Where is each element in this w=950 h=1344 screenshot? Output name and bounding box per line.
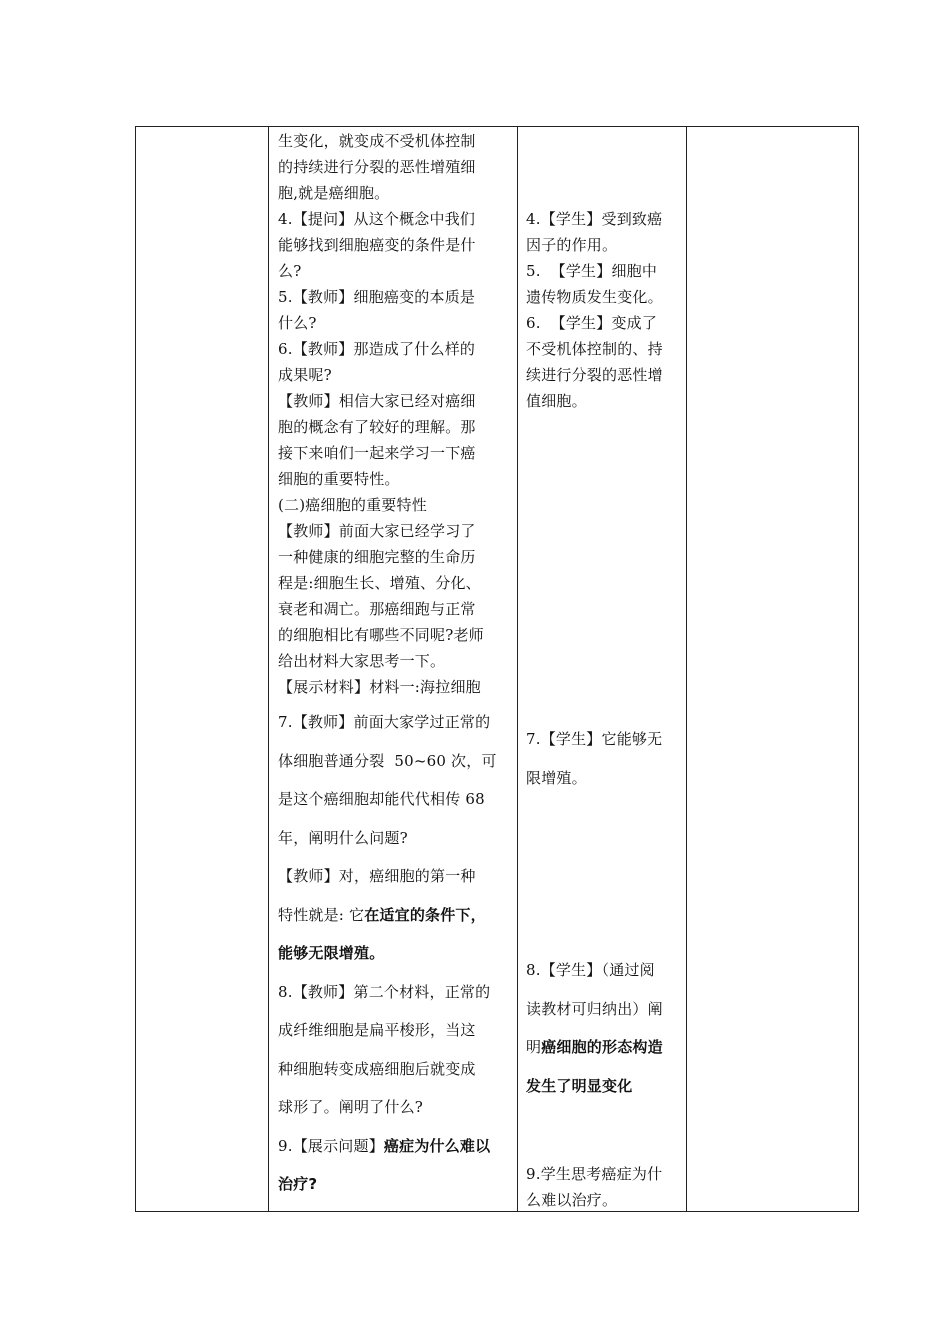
text-span: 特性就是: 它 [278, 905, 365, 924]
teacher-line [278, 310, 317, 336]
text-span: 不受机体控制的、持 [526, 340, 663, 358]
text-span: 【展示材料】材料一:海拉细胞 [278, 678, 481, 696]
text-span: 年，阐明什么问题? [278, 828, 408, 847]
text-span: 限增殖。 [526, 768, 587, 787]
text-span: 明 [526, 1038, 542, 1056]
text-span: 衰老和凋亡。那癌细跑与正常 [278, 600, 476, 618]
text-span: 因子的作用。 [526, 236, 618, 254]
teacher-line [278, 1017, 476, 1043]
text-span: 遗传物质发生变化。 [526, 288, 663, 306]
text-span: 读教材可归纳出）阐 [526, 999, 663, 1018]
text-span: 接下来咱们一起来学习一下癌 [278, 444, 476, 462]
text-span: 7.【教师】前面大家学过正常的 [278, 713, 491, 731]
text-span: 一种健康的细胞完整的生命历 [278, 548, 476, 566]
teacher-line [278, 1056, 476, 1082]
column-divider [517, 127, 518, 1211]
text-span: (二)癌细胞的重要特性 [278, 496, 427, 514]
student-line [526, 765, 587, 791]
text-span: 球形了。阐明了什么? [278, 1098, 424, 1116]
bold-text: 在适宜的条件下， [364, 905, 486, 924]
text-span: 6. 【学生】变成了 [526, 314, 658, 332]
teacher-line [278, 492, 427, 518]
bold-text: 能够无限增殖。 [278, 944, 385, 962]
bold-text: 治疗? [278, 1175, 318, 1193]
teacher-line [278, 596, 476, 622]
text-span: 【教师】对，癌细胞的第一种 [278, 867, 476, 885]
bold-text: 癌细胞的形态构造 [541, 1038, 663, 1056]
student-line [526, 996, 663, 1022]
text-span: 续进行分裂的恶性增 [526, 366, 663, 384]
text-span: 9.学生思考癌症为什 [526, 1165, 663, 1183]
text-span: 给出材料大家思考一下。 [278, 652, 446, 670]
teacher-line [278, 206, 475, 232]
teacher-line [278, 1133, 490, 1159]
text-span: 胞,就是癌细胞。 [278, 184, 390, 202]
student-line [526, 1034, 663, 1060]
text-span: 5.【教师】细胞癌变的本质是 [278, 288, 476, 306]
teacher-line [278, 284, 475, 310]
teacher-line [278, 570, 481, 596]
teacher-line [278, 414, 476, 440]
student-line [526, 726, 662, 752]
text-span: 成纤维细胞是扁平梭形，当这 [278, 1021, 476, 1039]
teacher-line [278, 648, 445, 674]
student-line [526, 388, 587, 414]
student-line [526, 206, 662, 232]
text-span: 胞的概念有了较好的理解。那 [278, 418, 476, 436]
teacher-line [278, 362, 332, 388]
text-span: 是这个癌细胞却能代代相传 68 [278, 790, 485, 808]
student-line [526, 310, 657, 336]
student-line [526, 232, 617, 258]
student-line [526, 1187, 617, 1213]
text-span: 能够找到细胞癌变的条件是什 [278, 236, 476, 254]
text-span: 成果呢? [278, 366, 332, 384]
bold-text: 发生了明显变化 [526, 1076, 633, 1095]
student-line [526, 1073, 632, 1099]
text-span: 6.【教师】那造成了什么样的 [278, 340, 476, 358]
teacher-line [278, 622, 484, 648]
text-span: 5. 【学生】细胞中 [526, 262, 658, 280]
teacher-line [278, 863, 476, 889]
teacher-line [278, 258, 301, 284]
teacher-line [278, 786, 485, 812]
bold-text: 癌症为什么难以 [383, 1136, 491, 1155]
teacher-line [278, 979, 490, 1005]
text-span: 的细胞相比有哪些不同呢?老师 [278, 626, 484, 644]
text-span: 生变化，就变成不受机体控制 [278, 132, 476, 150]
text-span: 细胞的重要特性。 [278, 470, 400, 488]
teacher-line [278, 544, 476, 570]
column-divider [268, 127, 269, 1211]
teacher-line [278, 709, 490, 735]
text-span: 么难以治疗。 [526, 1191, 618, 1209]
teacher-line [278, 336, 475, 362]
text-span: 种细胞转变成癌细胞后就变成 [278, 1059, 476, 1078]
text-span: 体细胞普通分裂 50~60 次，可 [278, 751, 497, 770]
text-span: 的持续进行分裂的恶性增殖细 [278, 158, 476, 176]
teacher-line [278, 940, 384, 966]
text-span: 【教师】相信大家已经对癌细 [278, 392, 476, 410]
text-span: 值细胞。 [526, 392, 587, 410]
teacher-line [278, 825, 408, 851]
teacher-line [278, 388, 476, 414]
text-span: 8.【教师】第二个材料，正常的 [278, 982, 491, 1001]
lesson-table [135, 126, 859, 1212]
teacher-line [278, 232, 476, 258]
student-line [526, 1161, 662, 1187]
teacher-line [278, 902, 486, 928]
student-line [526, 284, 663, 310]
teacher-line [278, 440, 476, 466]
student-line [526, 258, 657, 284]
student-line [526, 957, 655, 983]
teacher-line [278, 466, 400, 492]
teacher-line [278, 1094, 423, 1120]
text-span: 7.【学生】它能够无 [526, 730, 663, 748]
text-span: 4.【学生】受到致癌 [526, 210, 663, 228]
text-span: 9.【展示问题】 [278, 1136, 384, 1155]
teacher-line [278, 180, 389, 206]
teacher-line [278, 518, 476, 544]
student-line [526, 336, 663, 362]
teacher-line [278, 748, 497, 774]
text-span: 么? [278, 262, 302, 280]
teacher-line [278, 128, 476, 154]
text-span: 8.【学生】（通过阅 [526, 961, 655, 979]
teacher-line [278, 674, 481, 700]
text-span: 什么? [278, 314, 317, 332]
text-span: 【教师】前面大家已经学习了 [278, 522, 476, 540]
text-span: 4.【提问】从这个概念中我们 [278, 210, 476, 228]
teacher-line [278, 1171, 317, 1197]
text-span: 程是:细胞生长、增殖、分化、 [278, 574, 481, 592]
teacher-line [278, 154, 476, 180]
column-divider [686, 127, 687, 1211]
student-line [526, 362, 663, 388]
